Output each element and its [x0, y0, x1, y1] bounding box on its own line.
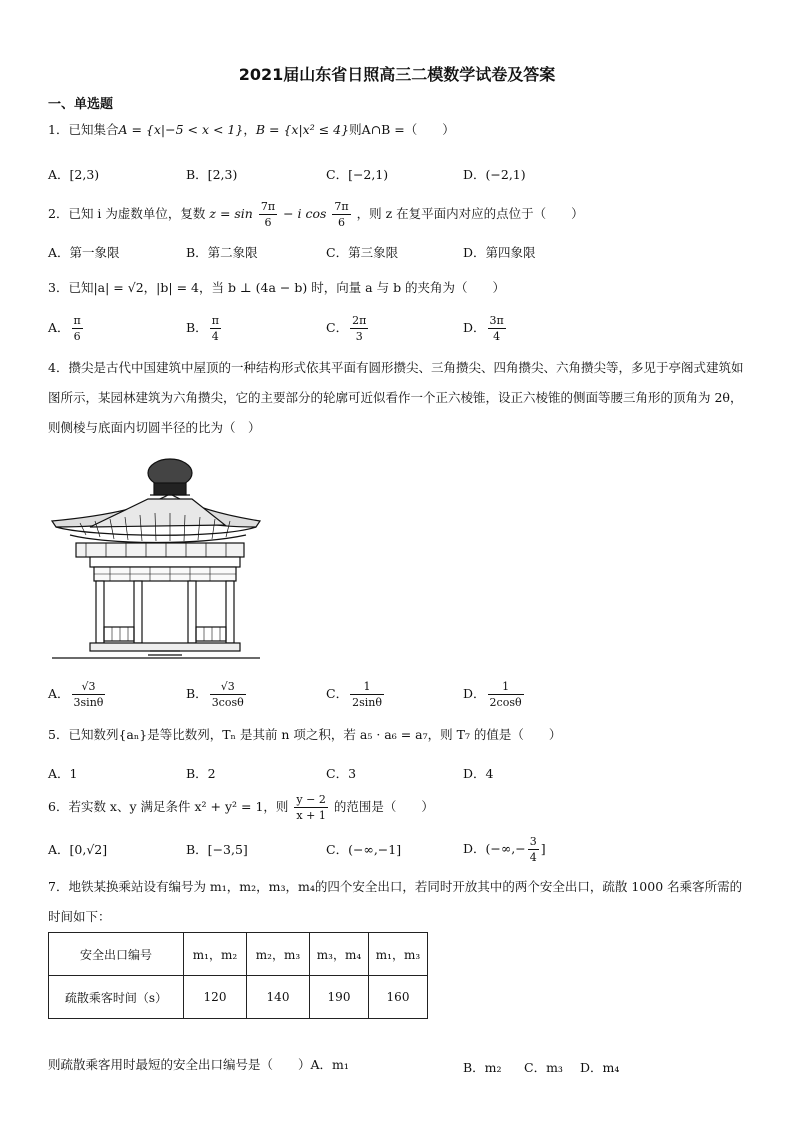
- q1-option-a[interactable]: A．[2,3): [48, 167, 100, 182]
- q1-tail: 则A∩B =（ ）: [349, 122, 455, 137]
- table-cell-pair: m₁，m₂: [184, 933, 247, 976]
- q6-tail: 的范围是（ ）: [333, 799, 434, 814]
- q2-fraction-2: $\frac{7\pi}{6}$: [334, 200, 349, 229]
- q7-option-b[interactable]: B．m₂: [463, 1060, 502, 1075]
- q2-fraction-1: $\frac{7\pi}{6}$: [260, 200, 276, 229]
- q7-option-d[interactable]: D．m₄: [580, 1060, 620, 1075]
- q2-tail: ，则 z 在复平面内对应的点位于（ ）: [356, 206, 584, 221]
- table-cell-pair: m₂，m₃: [247, 933, 310, 976]
- q7-option-c[interactable]: C．m₃: [524, 1060, 563, 1075]
- q1-option-d[interactable]: D．(−2,1): [463, 167, 526, 182]
- table-cell-time: 160: [369, 976, 428, 1019]
- table-row: [49, 933, 428, 976]
- question-6-stem: [48, 790, 434, 824]
- q4-option-a[interactable]: A． $\frac{√3}{3\sin\theta}$: [48, 680, 104, 709]
- q2-option-c[interactable]: C．第三象限: [326, 245, 399, 260]
- q2-text: 2．已知 i 为虚数单位，复数: [48, 206, 206, 221]
- q4-option-d[interactable]: D． $\frac{1}{2\cos\theta}$: [463, 680, 522, 709]
- evacuation-time-table: [48, 932, 428, 1019]
- q2-expr-mid: − i cos: [283, 206, 327, 221]
- table-cell-pair: m₁，m₃: [369, 933, 428, 976]
- q2-option-b[interactable]: B．第二象限: [186, 245, 258, 260]
- q6-option-d[interactable]: D．(−∞,− $\frac{3}{4}$ ]: [463, 835, 546, 864]
- q6-option-c[interactable]: C．(−∞,−1]: [326, 842, 402, 857]
- q1-text: 1．已知集合: [48, 122, 119, 137]
- q5-option-d[interactable]: D．4: [463, 766, 494, 781]
- q4-option-c[interactable]: C． $\frac{1}{2\sin\theta}$: [326, 680, 382, 709]
- q6-option-a[interactable]: A．[0,√2]: [48, 842, 108, 857]
- q4-option-b[interactable]: B． $\frac{√3}{3\cos\theta}$: [186, 680, 244, 709]
- question-5-stem: 5．已知数列{aₙ}是等比数列，Tₙ 是其前 n 项之积，若 a₅ · a₆ = a₇，则 T₇ 的值是（ ）: [48, 727, 562, 742]
- q3-option-a[interactable]: A． $\frac{\pi}{6}$: [48, 314, 81, 343]
- q6-option-b[interactable]: B．[−3,5]: [186, 842, 248, 857]
- q2-option-d[interactable]: D．第四象限: [463, 245, 536, 260]
- q2-option-a[interactable]: A．第一象限: [48, 245, 120, 260]
- q1-set-b: B = {x|x² ≤ 4}: [255, 122, 350, 137]
- question-7-stem: 7．地铁某换乘站设有编号为 m₁，m₂，m₃，m₄的四个安全出口，若同时开放其中的两个安全出口，疏散 1000 名乘客所需的时间如下：: [48, 879, 743, 924]
- q1-option-c[interactable]: C．[−2,1): [326, 167, 389, 182]
- q5-option-c[interactable]: C．3: [326, 766, 357, 781]
- q6-fraction: $\frac{y - 2}{x + 1}$: [296, 793, 326, 822]
- table-header-exit: 安全出口编号: [49, 933, 184, 976]
- pavilion-illustration: [50, 455, 262, 660]
- question-1-stem: [48, 120, 455, 140]
- q5-option-a[interactable]: A．1: [48, 766, 78, 781]
- question-4-stem: 4．攒尖是古代中国建筑中屋顶的一种结构形式依其平面有圆形攒尖、三角攒尖、四角攒尖、六角攒尖等，多见于亭阁式建筑如图所示，某园林建筑为六角攒尖，它的主要部分的轮廓可近似看作一个正六棱锥，设正六棱锥的侧面等腰三角形的顶角为 2θ，则侧棱与底面内切圆半径的比为（ ）: [48, 360, 744, 435]
- question-2-stem: [48, 197, 584, 231]
- q3-option-b[interactable]: B． $\frac{\pi}{4}$: [186, 314, 219, 343]
- q6-text: 6．若实数 x、y 满足条件 x² + y² = 1，则: [48, 799, 289, 814]
- page-title: 2021届山东省日照高三二模数学试卷及答案: [238, 65, 556, 84]
- q1-comma: ，: [243, 122, 256, 137]
- table-cell-time: 120: [184, 976, 247, 1019]
- q1-set-a: A = {x|−5 < x < 1}: [118, 122, 244, 137]
- table-cell-time: 190: [310, 976, 369, 1019]
- table-cell-time: 140: [247, 976, 310, 1019]
- question-7-prompt[interactable]: 则疏散乘客用时最短的安全出口编号是（ ）A．m₁: [48, 1057, 349, 1072]
- q2-expr-lhs: z = sin: [209, 206, 253, 221]
- table-header-time: 疏散乘客时间（s）: [49, 976, 184, 1019]
- section-heading: 一、单选题: [48, 97, 114, 112]
- q3-option-c[interactable]: C． $\frac{2\pi}{3}$: [326, 314, 367, 343]
- table-row: [49, 976, 428, 1019]
- q5-option-b[interactable]: B．2: [186, 766, 216, 781]
- q1-option-b[interactable]: B．[2,3): [186, 167, 238, 182]
- question-3-stem: 3．已知|a| = √2，|b| = 4，当 b ⊥ (4a − b) 时，向量 a 与 b 的夹角为（ ）: [48, 280, 506, 295]
- table-cell-pair: m₃，m₄: [310, 933, 369, 976]
- q3-option-d[interactable]: D． $\frac{3\pi}{4}$: [463, 314, 504, 343]
